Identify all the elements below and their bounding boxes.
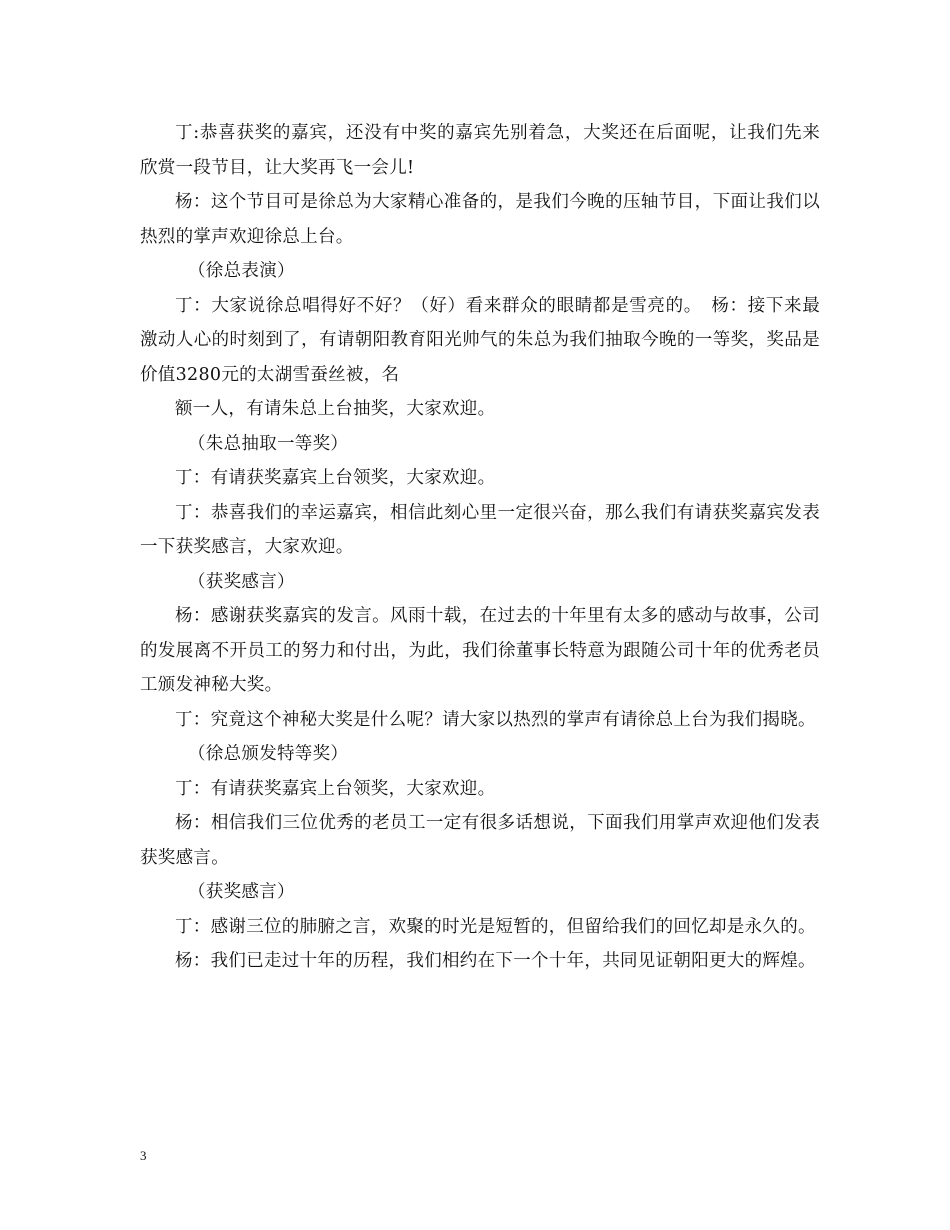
body-text [140, 116, 820, 979]
paragraph: 杨：相信我们三位优秀的老员工一定有很多话想说，下面我们用掌声欢迎他们发表获奖感言。 [140, 813, 820, 868]
paragraph: 丁：究竟这个神秘大奖是什么呢？请大家以热烈的掌声有请徐总上台为我们揭晓。 [175, 709, 816, 730]
paragraph: 丁：有请获奖嘉宾上台领奖，大家欢迎。 [175, 468, 496, 488]
paragraph: 丁：恭喜我们的幸运嘉宾，相信此刻心里一定很兴奋，那么我们有请获奖嘉宾发表一下获奖感言，大家欢迎。 [140, 502, 820, 557]
paragraph: 丁：大家说徐总唱得好不好？（好）看来群众的眼睛都是雪亮的。 杨：接下来最激动人心的时刻到了，有请朝阳教育阳光帅气的朱总为我们抽取今晚的一等奖，奖品是价值3280元的太湖雪蚕丝被，名 [140, 295, 820, 385]
page-number: 3 [140, 1148, 147, 1163]
paragraph: 杨：感谢获奖嘉宾的发言。风雨十载，在过去的十年里有太多的感动与故事，公司的发展离不开员工的努力和付出，为此，我们徐董事长特意为跟随公司十年的优秀老员工颁发神秘大奖。 [140, 606, 820, 695]
paragraph: 丁：感谢三位的肺腑之言，欢聚的时光是短暂的，但留给我们的回忆却是永久的。 [175, 916, 816, 937]
paragraph: 杨：这个节目可是徐总为大家精心准备的，是我们今晚的压轴节目，下面让我们以热烈的掌声欢迎徐总上台。 [140, 192, 820, 247]
stage-direction: （获奖感言） [188, 882, 295, 902]
paragraph: 丁：有请获奖嘉宾上台领奖，大家欢迎。 [175, 778, 496, 799]
stage-direction: （徐总颁发特等奖） [188, 744, 349, 764]
stage-direction: （徐总表演） [188, 261, 295, 281]
paragraph: 丁:恭喜获奖的嘉宾，还没有中奖的嘉宾先别着急，大奖还在后面呢，让我们先来欣赏一段节目，让大奖再飞一会儿! [140, 123, 820, 178]
paragraph: 额一人，有请朱总上台抽奖，大家欢迎。 [175, 399, 496, 419]
paragraph: 杨：我们已走过十年的历程，我们相约在下一个十年，共同见证朝阳更大的辉煌。 [175, 951, 816, 971]
stage-direction: （朱总抽取一等奖） [188, 433, 349, 454]
stage-direction: （获奖感言） [188, 571, 295, 592]
